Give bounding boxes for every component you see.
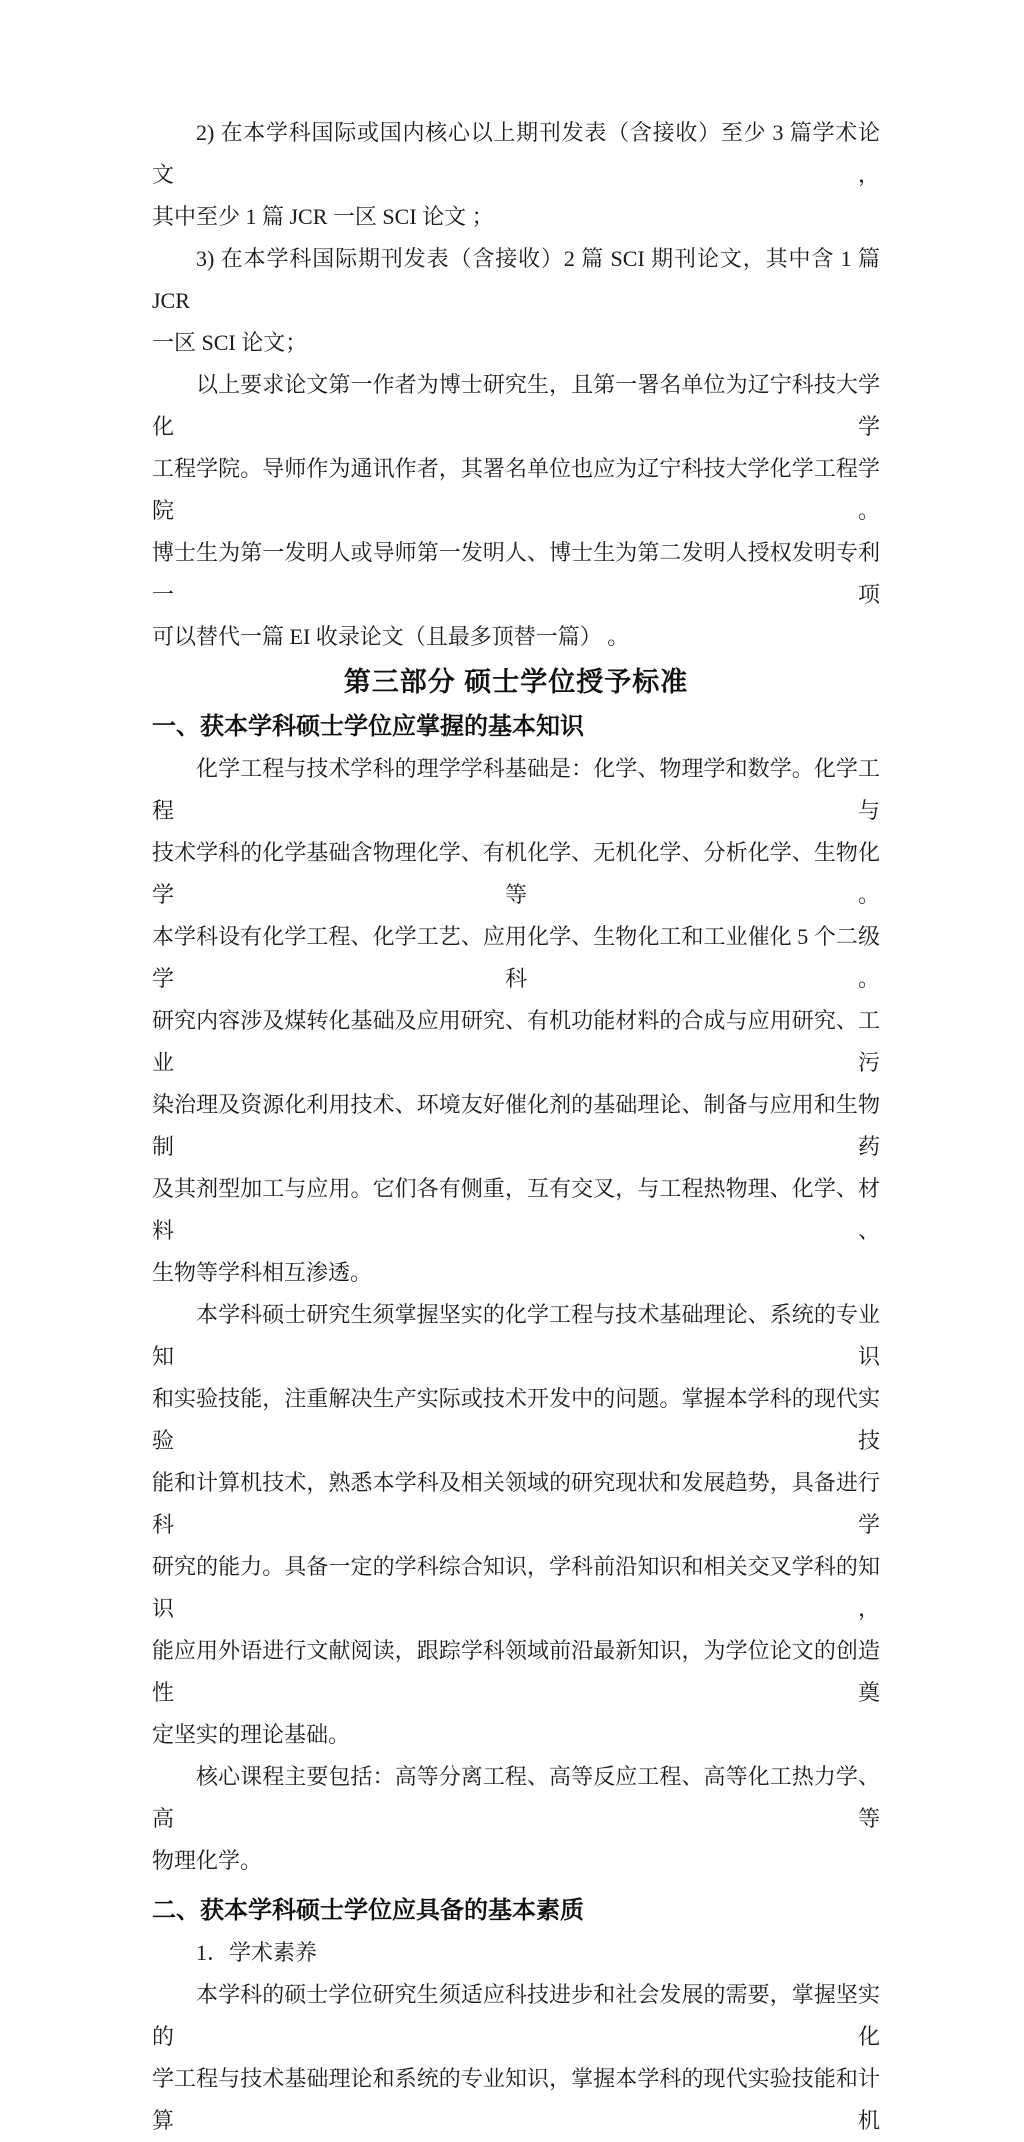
- doc-line: 化学工程与技术学科的理学学科基础是：化学、物理学和数学。化学工程与: [152, 756, 880, 823]
- section-heading-2: 二、获本学科硕士学位应具备的基本素质: [152, 1897, 584, 1924]
- doc-line: 学工程与技术基础理论和系统的专业知识，掌握本学科的现代实验技能和计算机: [152, 2066, 880, 2133]
- doc-line: 本学科设有化学工程、化学工艺、应用化学、生物化工和工业催化 5 个二级学科。: [152, 924, 880, 991]
- doc-line: 技术学科的化学基础含物理化学、有机化学、无机化学、分析化学、生物化学等。: [152, 840, 880, 907]
- doc-line: 能应用外语进行文献阅读，跟踪学科领域前沿最新知识，为学位论文的创造性奠: [152, 1638, 880, 1705]
- doc-line: 博士生为第一发明人或导师第一发明人、博士生为第二发明人授权发明专利一项: [152, 540, 880, 607]
- doc-line: 能和计算机技术，熟悉本学科及相关领域的研究现状和发展趋势，具备进行科学: [152, 1470, 880, 1537]
- doc-line: 和实验技能，注重解决生产实际或技术开发中的问题。掌握本学科的现代实验技: [152, 1386, 880, 1453]
- doc-line: 工程学院。导师作为通讯作者，其署名单位也应为辽宁科技大学化学工程学院。: [152, 456, 880, 523]
- doc-line: 其中至少 1 篇 JCR 一区 SCI 论文 ；: [152, 204, 494, 229]
- doc-line: 一区 SCI 论文；: [152, 330, 308, 355]
- doc-line: 以上要求论文第一作者为博士研究生，且第一署名单位为辽宁科技大学化学: [152, 372, 880, 439]
- doc-line: 生物等学科相互渗透。: [152, 1260, 373, 1285]
- doc-line: 定坚实的理论基础。: [152, 1722, 351, 1747]
- part3-title: 第三部分 硕士学位授予标准: [343, 667, 689, 697]
- doc-line: 染治理及资源化利用技术、环境友好催化剂的基础理论、制备与应用和生物制药: [152, 1092, 880, 1159]
- doc-line: 研究内容涉及煤转化基础及应用研究、有机功能材料的合成与应用研究、工业污: [152, 1008, 880, 1075]
- doc-line-numbered-item-2: 2) 在本学科国际或国内核心以上期刊发表（含接收）至少 3 篇学术论文，: [152, 120, 880, 187]
- doc-line-numbered-item-3: 3) 在本学科国际期刊发表（含接收）2 篇 SCI 期刊论文，其中含 1 篇 JCR: [152, 246, 880, 313]
- doc-line: 本学科硕士研究生须掌握坚实的化学工程与技术基础理论、系统的专业知识: [152, 1302, 880, 1369]
- doc-subheading-academic-literacy: 1．学术素养: [196, 1940, 318, 1965]
- doc-line: 可以替代一篇 EI 收录论文（且最多顶替一篇） 。: [152, 624, 630, 649]
- doc-line: 及其剂型加工与应用。它们各有侧重，互有交叉，与工程热物理、化学、材料、: [152, 1176, 880, 1243]
- doc-line: 物理化学。: [152, 1848, 263, 1873]
- doc-line: 核心课程主要包括：高等分离工程、高等反应工程、高等化工热力学、高等: [152, 1764, 880, 1831]
- section-heading-1: 一、获本学科硕士学位应掌握的基本知识: [152, 713, 584, 740]
- doc-line: 研究的能力。具备一定的学科综合知识，学科前沿知识和相关交叉学科的知识，: [152, 1554, 880, 1621]
- doc-line: 本学科的硕士学位研究生须适应科技进步和社会发展的需要，掌握坚实的化: [152, 1982, 880, 2049]
